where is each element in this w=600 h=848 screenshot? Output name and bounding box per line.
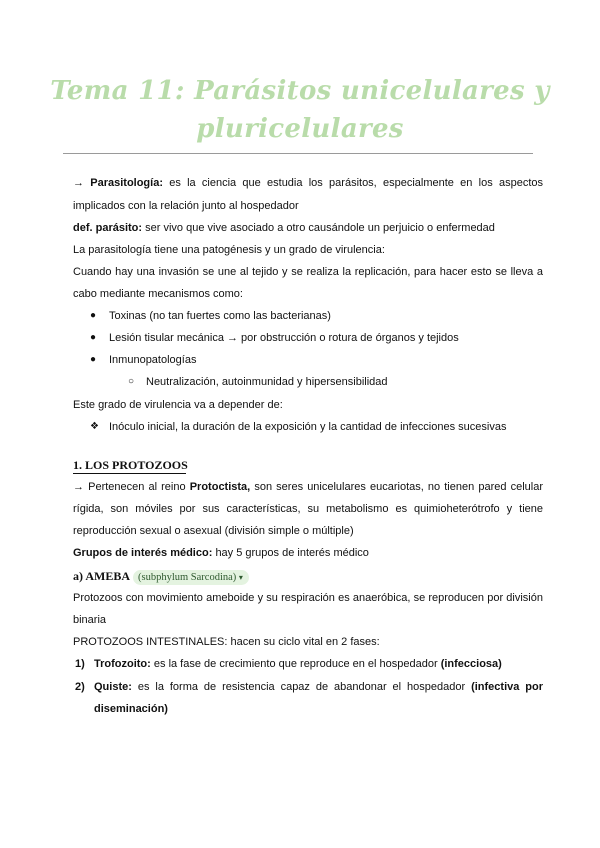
section-heading-protozoos: 1. LOS PROTOZOOS xyxy=(73,458,188,472)
mechanism-lesion: Lesión tisular mecánica → por obstrucción o rotura de órganos y tejidos xyxy=(109,332,459,344)
virulence-item: Inóculo inicial, la duración de la exposición y la cantidad de infecciones sucesivas xyxy=(109,421,507,433)
title-divider xyxy=(63,153,533,154)
title-line-1: Tema 11: Parásitos unicelulares y xyxy=(50,76,550,106)
section-heading-underline xyxy=(73,473,186,474)
protoctista-label: Protoctista, xyxy=(189,481,251,493)
protozoos-line-2: rígida, son móviles por sus características, su metabolismo es quimioheterótrofo y tiene xyxy=(73,503,543,515)
grupos-text: hay 5 grupos de interés médico xyxy=(215,547,369,559)
bullet-icon: ● xyxy=(90,310,97,321)
ameba-desc-line-1: Protozoos con movimiento ameboide y su respiración es anaeróbica, se reproducen por división xyxy=(73,592,543,604)
def-text: ser vivo que vive asociado a otro causándole un perjuicio o enfermedad xyxy=(145,222,495,234)
sub-bullet-icon: ○ xyxy=(128,376,135,387)
invasion-line-2: cabo mediante mecanismos como: xyxy=(73,288,243,300)
protozoos-text-a: Pertenecen al reino xyxy=(88,481,186,493)
def-parasito-line xyxy=(73,221,543,235)
subphylum-chip[interactable] xyxy=(133,570,249,585)
chip-text: (subphylum Sarcodina) xyxy=(138,572,237,583)
phase-quiste xyxy=(94,680,543,694)
virulence-line: Este grado de virulencia va a depender de: xyxy=(73,399,283,411)
phase-paren: (infectiva por xyxy=(471,681,543,693)
phase-text: es la fase de crecimiento que reproduce en el hospedador xyxy=(153,658,438,670)
phase-quiste-cont xyxy=(94,702,564,716)
arrow-glyph: → xyxy=(73,177,84,189)
phase-label: Quiste: xyxy=(94,681,132,693)
mechanism-toxinas: Toxinas (no tan fuertes como las bacterianas) xyxy=(109,310,331,322)
ameba-heading-line xyxy=(73,569,543,585)
title-line-2: pluricelulares xyxy=(196,114,404,144)
ameba-desc-line-2: binaria xyxy=(73,614,107,626)
phase-trofozoito xyxy=(94,657,544,671)
grupos-label: Grupos de interés médico: xyxy=(73,547,213,559)
mechanism-sub-neutralizacion: Neutralización, autoinmunidad y hipersensibilidad xyxy=(146,376,388,388)
patogenesis-line: La parasitología tiene una patogénesis y un grado de virulencia: xyxy=(73,244,385,256)
arrow-glyph: → xyxy=(73,481,84,493)
mechanism-inmunopatologias: Inmunopatologías xyxy=(109,354,197,366)
parasitologia-line-2: implicados con la relación junto al hospedador xyxy=(73,200,299,212)
bullet-icon: ● xyxy=(90,332,97,343)
parasitologia-line-1 xyxy=(73,176,543,190)
parasitologia-text: es la ciencia que estudia los parásitos, especialmente en los aspectos xyxy=(169,177,543,189)
protozoos-line-3: reproducción sexual o asexual (división simple o múltiple) xyxy=(73,525,354,537)
def-label: def. parásito: xyxy=(73,222,143,234)
grupos-line xyxy=(73,546,543,560)
chevron-down-icon: ▾ xyxy=(238,573,243,582)
phase-label: Trofozoito: xyxy=(94,658,151,670)
phase-paren: (infecciosa) xyxy=(440,658,502,670)
protozoos-line-1 xyxy=(73,480,543,494)
document-title xyxy=(0,72,600,148)
bullet-icon: ● xyxy=(90,354,97,365)
ameba-label: a) AMEBA xyxy=(73,569,130,583)
invasion-line-1: Cuando hay una invasión se une al tejido y se realiza la replicación, para hacer esto se lleva a xyxy=(73,266,543,278)
protozoos-text-b: son seres unicelulares eucariotas, no tienen pared celular xyxy=(254,481,543,493)
phase-num: 2) xyxy=(75,681,85,693)
parasitologia-label: Parasitología: xyxy=(90,177,163,189)
protozoos-intestinales-line: PROTOZOOS INTESTINALES: hacen su ciclo vital en 2 fases: xyxy=(73,636,380,648)
diamond-bullet-icon: ❖ xyxy=(90,421,99,432)
phase-text: es la forma de resistencia capaz de abandonar el hospedador xyxy=(137,681,466,693)
phase-paren-cont: diseminación) xyxy=(94,703,168,715)
phase-num: 1) xyxy=(75,658,85,670)
